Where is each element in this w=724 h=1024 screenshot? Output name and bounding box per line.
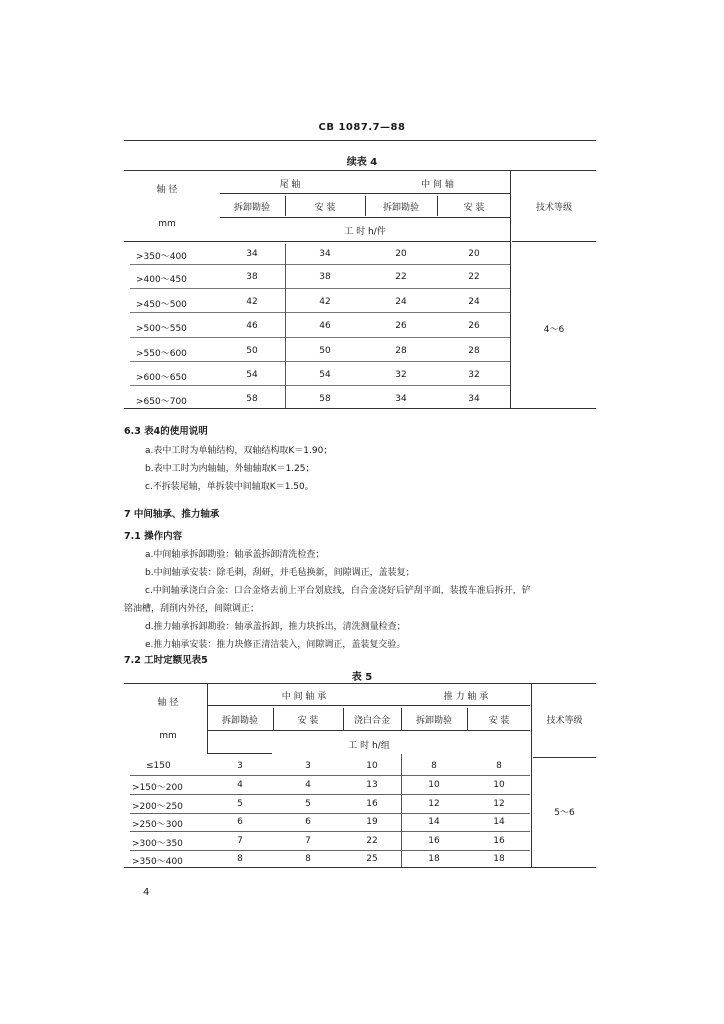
table4-sub-disassemble-2: 拆卸勘验: [382, 203, 419, 213]
table5-row-5-c5: 16: [493, 836, 505, 846]
table5-row-6-c3: 25: [366, 854, 378, 864]
table4-sub-install-2: 安 装: [463, 203, 485, 213]
table5-row-rule: [130, 813, 530, 814]
table4-row-rule: [130, 312, 510, 313]
table4-row-4-c4: 26: [468, 321, 480, 331]
table5-row-6-c2: 8: [305, 854, 311, 864]
document-code: CB 1087.7—88: [318, 122, 406, 133]
section7-item-b: b.中间轴承安装：除毛刺，刮研，并毛毡换新，间隙调正，盖装复；: [145, 568, 415, 578]
table4-row-7-c2: 58: [319, 394, 331, 404]
table4-row-4-diameter: >500～550: [136, 324, 187, 334]
table4-row-rule: [130, 264, 510, 265]
table4-row-6-c1: 54: [246, 370, 258, 380]
table5-vrule-d: [467, 708, 468, 730]
table5-row-1-diameter: ≤150: [146, 761, 171, 771]
notes-item-c: c.不拆装尾轴，单拆装中间轴取K＝1.50。: [145, 482, 314, 492]
table4-row-5-diameter: >550～600: [136, 349, 187, 359]
section7-item-c-line2: 铭油槽，刮削内外径，间隙调正；: [124, 604, 260, 614]
table5-row-rule: [130, 831, 530, 832]
table5-grade-header: 技术等级: [546, 716, 583, 726]
table4-row-2-c3: 22: [395, 272, 407, 282]
table4-row-rule: [130, 337, 510, 338]
table5-row-6-c5: 18: [493, 854, 505, 864]
page-number: 4: [143, 887, 150, 898]
table4-vrule-a: [285, 196, 286, 216]
table5-row-1-c1: 3: [237, 761, 243, 771]
table4-row-5-c2: 50: [319, 346, 331, 356]
table5-row-1-c4: 8: [431, 761, 437, 771]
table5-row-4-c4: 14: [428, 817, 440, 827]
table4-row-7-c3: 34: [395, 394, 407, 404]
table4-top-rule: [124, 170, 596, 171]
section7-item-a: a.中间轴承拆卸勘验：轴承盖拆卸清洗检查；: [145, 550, 325, 560]
table4-row-3-c1: 42: [246, 297, 258, 307]
table5-row-2-c4: 10: [428, 780, 440, 790]
table5-row-4-c5: 14: [493, 817, 505, 827]
table5-row-5-c2: 7: [305, 836, 311, 846]
table5-row-3-diameter: >200～250: [132, 802, 183, 812]
table5-row-rule: [130, 794, 530, 795]
table4-row-5-c3: 28: [395, 346, 407, 356]
table5-row-3-c3: 16: [366, 799, 378, 809]
table4-header-bottom-rule: [124, 241, 510, 242]
notes-item-b: b.表中工时为内轴轴，外轴轴取K＝1.25；: [145, 464, 315, 474]
table5-sub-disassemble-1: 拆卸勘验: [221, 716, 258, 726]
table4-row-7-diameter: >650～700: [136, 397, 187, 407]
table4-bottom-rule: [124, 408, 596, 409]
table5-sub-install-2: 安 装: [488, 716, 510, 726]
table5-row-5-c4: 16: [428, 836, 440, 846]
table5-grade-value: 5～6: [554, 808, 575, 818]
notes-item-a: a.表中工时为单轴结构，双轴结构取K＝1.90；: [145, 446, 333, 456]
table5-row-4-c2: 6: [305, 817, 311, 827]
table5-row-2-diameter: >150～200: [132, 783, 183, 793]
table4-grade-vrule: [510, 170, 511, 408]
section7-item-d: d.推力轴承拆卸勘验：轴承盖拆卸，推力块拆出，清洗测量检查；: [145, 622, 406, 632]
table4-row-3-c4: 24: [468, 297, 480, 307]
table4-row-6-c2: 54: [319, 370, 331, 380]
table5-row-1-c3: 10: [366, 761, 378, 771]
table5-axis-header: 轴 径: [157, 698, 179, 708]
table5-sub-disassemble-2: 拆卸勘验: [415, 716, 452, 726]
table4-row-4-c1: 46: [246, 321, 258, 331]
table4-row-6-c4: 32: [468, 370, 480, 380]
table4-vrule-b: [365, 196, 366, 216]
table5-row-4-c3: 19: [366, 817, 378, 827]
table5-group-mid: 中 间 轴 承: [281, 692, 327, 702]
table5-header-bottom-rule: [208, 753, 272, 754]
table4-grade-header: 技术等级: [535, 203, 572, 213]
table4-row-1-c4: 20: [468, 249, 480, 259]
table4-row-5-c1: 50: [246, 346, 258, 356]
table5-vrule-b: [343, 708, 344, 730]
table4-row-1-c3: 20: [395, 249, 407, 259]
table5-group-thrust: 推 力 轴 承: [443, 692, 489, 702]
table4-row-1-diameter: >350～400: [136, 252, 187, 262]
section7-title: 7 中间轴承、推力轴承: [124, 509, 220, 520]
table5-row-3-c4: 12: [428, 799, 440, 809]
table4-row-6-diameter: >600～650: [136, 373, 187, 383]
table5-vrule-a: [273, 708, 274, 730]
table4-row-rule: [130, 361, 510, 362]
table4-row-7-c1: 58: [246, 394, 258, 404]
table4-row-7-c4: 34: [468, 394, 480, 404]
section7-1-title: 7.1 操作内容: [124, 531, 183, 542]
table5-sub-babbitt: 浇白合金: [353, 716, 390, 726]
table4-row-4-c2: 46: [319, 321, 331, 331]
table4-grade-header-rule: [512, 241, 596, 242]
table5-grade-header-rule: [533, 757, 596, 758]
table4-row-2-c4: 22: [468, 272, 480, 282]
table4-unit-header: mm: [158, 219, 176, 229]
table5-sub-install-1: 安 装: [297, 716, 319, 726]
notes-title: 6.3 表4的使用说明: [124, 426, 208, 437]
table4-row-3-c3: 24: [395, 297, 407, 307]
table5-row-rule: [130, 850, 530, 851]
table5-row-5-diameter: >300～350: [132, 839, 183, 849]
table4-sub-disassemble-1: 拆卸勘验: [233, 203, 270, 213]
table5-row-3-c5: 12: [493, 799, 505, 809]
table4-row-2-diameter: >400～450: [136, 275, 187, 285]
table5-row-2-c2: 4: [305, 780, 311, 790]
table5-row-4-c1: 6: [237, 817, 243, 827]
table4-row-rule: [130, 385, 510, 386]
section7-item-e: e.推力轴承安装：推力块修正清洁装入，间隙调正，盖装复交验。: [145, 640, 406, 650]
table5-row-4-diameter: >250～300: [132, 820, 183, 830]
table5-vrule-c: [401, 708, 402, 730]
table5-row-6-c4: 18: [428, 854, 440, 864]
table5-row-3-c2: 5: [305, 799, 311, 809]
table5-row-6-diameter: >350～400: [132, 857, 183, 867]
table5-row-6-c1: 8: [237, 854, 243, 864]
table4-row-1-c1: 34: [246, 249, 258, 259]
table5-caption: 表 5: [351, 672, 373, 683]
table5-body-vrule: [401, 754, 402, 867]
table4-grade-value: 4～6: [543, 325, 565, 335]
table5-row-2-c3: 13: [366, 780, 378, 790]
table4-row-5-c4: 28: [468, 346, 480, 356]
table4-sub-install-1: 安 装: [314, 203, 336, 213]
table4-row-rule: [130, 288, 510, 289]
table4-row-1-c2: 34: [319, 249, 331, 259]
table5-row-2-c5: 10: [493, 780, 505, 790]
table4-row-2-c1: 38: [246, 272, 258, 282]
table5-row-1-c2: 3: [305, 761, 311, 771]
table5-row-1-c5: 8: [496, 761, 502, 771]
table4-row-3-diameter: >450～500: [136, 300, 187, 310]
table5-top-rule: [124, 683, 596, 684]
table4-row-3-c2: 42: [319, 297, 331, 307]
table4-axis-header: 轴 径: [156, 185, 178, 195]
table4-row-6-c3: 32: [395, 370, 407, 380]
table5-unit-label: 工 时 h/组: [348, 741, 390, 751]
table5-grade-vrule: [531, 683, 532, 867]
table4-group-tail: 尾 轴: [279, 180, 301, 190]
table5-unit-header: mm: [159, 731, 177, 741]
table4-sub-rule: [220, 217, 510, 218]
table4-vrule-c: [437, 196, 438, 216]
table5-row-rule: [130, 775, 530, 776]
table5-sub-rule: [208, 730, 530, 731]
table5-row-5-c3: 22: [366, 836, 378, 846]
table4-body-vrule: [285, 244, 286, 408]
table4-row-4-c3: 26: [395, 321, 407, 331]
table4-row-2-c2: 38: [319, 272, 331, 282]
table4-unit-label: 工 时 h/件: [344, 227, 386, 237]
table4-caption: 续表 4: [346, 157, 378, 168]
table4-group-mid: 中 间 轴: [421, 180, 454, 190]
table4-group-rule: [220, 193, 510, 194]
table5-row-5-c1: 7: [237, 836, 243, 846]
section7-item-c-line1: c.中间轴承浇白合金：口合金烙去前上平台划底线，白合金浇好后铲刮平面，装拨车准后拆开，铲: [145, 586, 531, 596]
section7-2-title: 7.2 工时定额见表5: [124, 655, 208, 666]
header-rule: [124, 140, 596, 141]
table5-row-3-c1: 5: [237, 799, 243, 809]
table5-row-2-c1: 4: [237, 780, 243, 790]
table5-bottom-rule: [124, 867, 596, 868]
table5-group-rule: [208, 705, 530, 706]
